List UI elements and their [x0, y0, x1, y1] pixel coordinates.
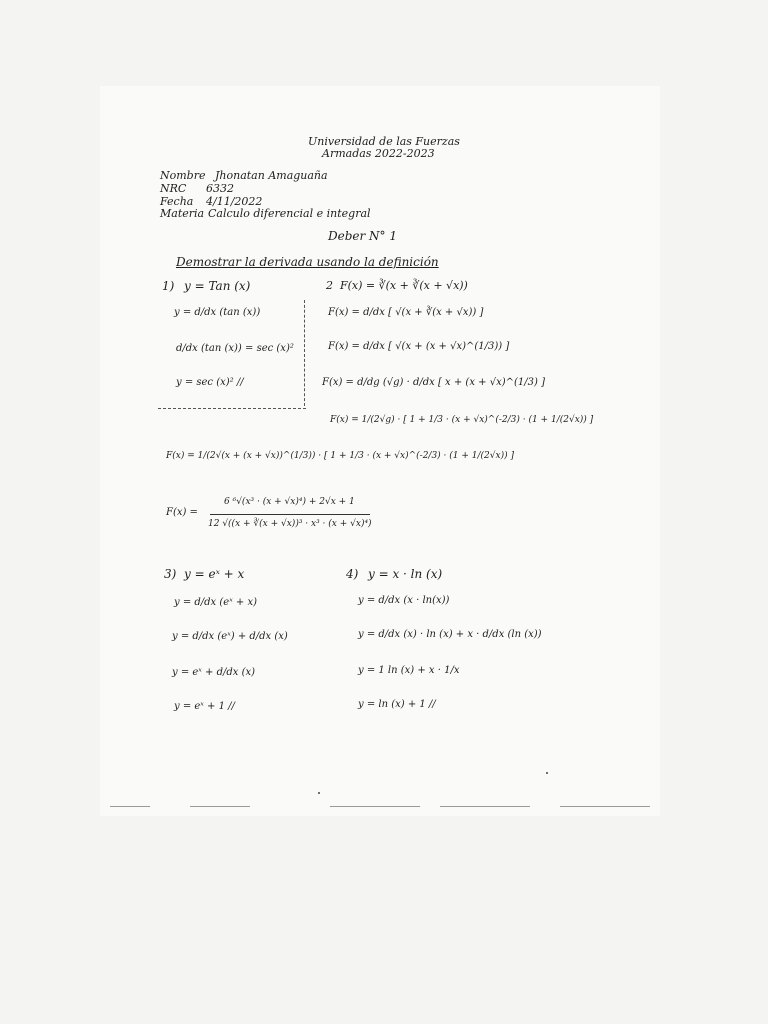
name-label: Nombre: [160, 169, 206, 182]
problem4-step2: y = d/dx (x) · ln (x) + x · d/dx (ln (x)): [358, 629, 542, 640]
problem3-result: y = eˣ + 1 //: [174, 701, 235, 712]
problem2-f-label: F(x) =: [166, 507, 198, 518]
problem4-result: y = ln (x) + 1 //: [358, 699, 436, 710]
name-value: Jhonatan Amaguaña: [215, 169, 328, 182]
problem2-step6-denominator: 12 √((x + ∛(x + √x))³ · x³ · (x + √x)⁴): [208, 519, 372, 529]
problem4-statement: y = x · ln (x): [368, 567, 443, 581]
problem2-step1: F(x) = d/dx [ √(x + ∛(x + √x)) ]: [328, 307, 484, 318]
assignment-title: Deber N° 1: [328, 229, 398, 243]
nrc-value: 6332: [206, 182, 234, 195]
problem1-divider-horizontal: [158, 408, 306, 409]
date-label: Fecha: [160, 195, 194, 208]
date-value: 4/11/2022: [206, 195, 263, 208]
scan-edge-line: [330, 806, 420, 807]
problem2-step6-numerator: 6 ⁶√(x³ · (x + √x)⁴) + 2√x + 1: [224, 497, 355, 507]
problem3-statement: y = eˣ + x: [184, 567, 245, 581]
problem2-number: 2: [326, 279, 333, 292]
subject-label: Materia: [160, 207, 205, 220]
university-name-line2: Armadas 2022-2023: [322, 147, 435, 160]
problem3-step2: y = d/dx (eˣ) + d/dx (x): [172, 631, 288, 642]
scan-speck: [318, 792, 320, 794]
problem4-step1: y = d/dx (x · ln(x)): [358, 595, 450, 606]
scan-edge-line: [440, 806, 530, 807]
problem3-number: 3): [164, 567, 177, 581]
problem4-number: 4): [346, 567, 359, 581]
problem1-number: 1): [162, 279, 175, 293]
problem2-step2: F(x) = d/dx [ √(x + (x + √x)^(1/3)) ]: [328, 341, 510, 352]
instruction-text: Demostrar la derivada usando la definición: [176, 255, 439, 269]
nrc-label: NRC: [160, 182, 187, 195]
university-name: Universidad de las Fuerzas: [308, 135, 460, 148]
problem1-step1: y = d/dx (tan (x)): [174, 307, 261, 318]
problem4-step3: y = 1 ln (x) + x · 1/x: [358, 665, 460, 676]
problem1-result: y = sec (x)² //: [176, 377, 244, 388]
scan-edge-line: [190, 806, 250, 807]
problem2-step3: F(x) = d/dg (√g) · d/dx [ x + (x + √x)^(1/3) ]: [322, 377, 545, 388]
problem1-statement: y = Tan (x): [184, 279, 251, 293]
scan-edge-line: [110, 806, 150, 807]
problem1-divider-vertical: [304, 300, 305, 406]
problem2-step4: F(x) = 1/(2√g) · [ 1 + 1/3 · (x + √x)^(-2/3) · (1 + 1/(2√x)) ]: [330, 415, 594, 425]
scan-speck: [546, 772, 548, 774]
problem3-step1: y = d/dx (eˣ + x): [174, 597, 258, 608]
problem1-step2: d/dx (tan (x)) = sec (x)²: [176, 343, 294, 354]
problem3-step3: y = eˣ + d/dx (x): [172, 667, 256, 678]
paper-sheet: [100, 86, 660, 816]
problem2-statement: F(x) = ∛(x + ∛(x + √x)): [340, 279, 468, 292]
scan-edge-line: [560, 806, 650, 807]
fraction-bar: [210, 514, 370, 515]
problem2-step5: F(x) = 1/(2√(x + (x + √x))^(1/3)) · [ 1 + 1/3 · (x + √x)^(-2/3) · (1 + 1/(2√x)) ]: [166, 451, 514, 461]
subject-value: Calculo diferencial e integral: [208, 207, 371, 220]
